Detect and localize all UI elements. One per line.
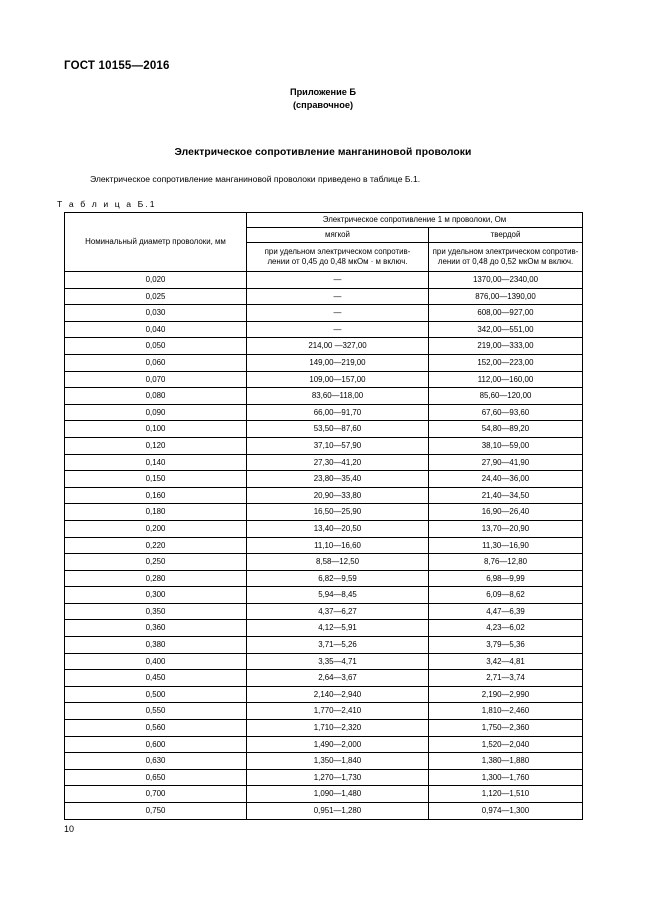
cell-hard: 608,00—927,00	[429, 305, 583, 322]
cell-hard: 2,71—3,74	[429, 670, 583, 687]
cell-diameter: 0,650	[65, 769, 247, 786]
cell-soft: 20,90—33,80	[247, 487, 429, 504]
table-row	[65, 703, 583, 720]
cell-diameter: 0,200	[65, 520, 247, 537]
cell-soft: 2,140—2,940	[247, 686, 429, 703]
cell-soft: 4,12—5,91	[247, 620, 429, 637]
cell-diameter: 0,220	[65, 537, 247, 554]
cell-soft: 11,10—16,60	[247, 537, 429, 554]
cell-hard: 342,00—551,00	[429, 321, 583, 338]
table-row	[65, 720, 583, 737]
table-row	[65, 354, 583, 371]
cell-hard: 3,42—4,81	[429, 653, 583, 670]
table-row	[65, 686, 583, 703]
cell-soft: 16,50—25,90	[247, 504, 429, 521]
cell-soft: 3,35—4,71	[247, 653, 429, 670]
header-condition-hard-line2: лении от 0,48 до 0,52 мкОм м включ.	[437, 257, 574, 266]
table-row	[65, 554, 583, 571]
annex-subtitle: (справочное)	[292, 99, 353, 110]
cell-diameter: 0,630	[65, 753, 247, 770]
cell-diameter: 0,025	[65, 288, 247, 305]
cell-hard: 16,90—26,40	[429, 504, 583, 521]
table-row	[65, 736, 583, 753]
cell-diameter: 0,160	[65, 487, 247, 504]
table-head	[65, 213, 583, 272]
cell-diameter: 0,040	[65, 321, 247, 338]
cell-diameter: 0,080	[65, 388, 247, 405]
standard-number-header: ГОСТ 10155—2016	[64, 60, 170, 72]
cell-hard: 3,79—5,36	[429, 637, 583, 654]
cell-soft: 1,490—2,000	[247, 736, 429, 753]
cell-hard: 1,750—2,360	[429, 720, 583, 737]
cell-hard: 54,80—89,20	[429, 421, 583, 438]
cell-soft: —	[247, 305, 429, 322]
cell-hard: 4,47—6,39	[429, 603, 583, 620]
cell-hard: 21,40—34,50	[429, 487, 583, 504]
table-row	[65, 603, 583, 620]
cell-soft: 1,270—1,730	[247, 769, 429, 786]
cell-diameter: 0,100	[65, 421, 247, 438]
cell-soft: 83,60—118,00	[247, 388, 429, 405]
cell-diameter: 0,030	[65, 305, 247, 322]
page-number: 10	[64, 824, 75, 834]
cell-diameter: 0,400	[65, 653, 247, 670]
cell-hard: 11,30—16,90	[429, 537, 583, 554]
cell-diameter: 0,250	[65, 554, 247, 571]
cell-diameter: 0,550	[65, 703, 247, 720]
table-row	[65, 404, 583, 421]
cell-hard: 219,00—333,00	[429, 338, 583, 355]
annex-heading	[0, 86, 646, 111]
cell-diameter: 0,350	[65, 603, 247, 620]
resistance-table	[64, 212, 583, 820]
table-header-row-1	[65, 213, 583, 228]
cell-soft: 5,94—8,45	[247, 587, 429, 604]
cell-diameter: 0,060	[65, 354, 247, 371]
cell-soft: 1,770—2,410	[247, 703, 429, 720]
table-row	[65, 570, 583, 587]
cell-soft: 27,30—41,20	[247, 454, 429, 471]
table-row	[65, 786, 583, 803]
header-condition-soft	[247, 243, 429, 272]
cell-soft: 1,090—1,480	[247, 786, 429, 803]
cell-hard: 38,10—59,00	[429, 437, 583, 454]
header-diameter: Номинальный диаметр проволоки, мм	[65, 213, 247, 272]
table-caption: Т а б л и ц а Б.1	[57, 199, 157, 209]
table-row	[65, 454, 583, 471]
cell-hard: 0,974—1,300	[429, 803, 583, 820]
cell-soft: 8,58—12,50	[247, 554, 429, 571]
cell-soft: 66,00—91,70	[247, 404, 429, 421]
cell-hard: 152,00—223,00	[429, 354, 583, 371]
cell-diameter: 0,700	[65, 786, 247, 803]
intro-paragraph: Электрическое сопротивление манганиновой проволоки приведено в таблице Б.1.	[90, 174, 421, 184]
table-row	[65, 437, 583, 454]
cell-soft: 1,350—1,840	[247, 753, 429, 770]
cell-soft: 214,00 —327,00	[247, 338, 429, 355]
cell-soft: —	[247, 288, 429, 305]
cell-soft: 149,00—219,00	[247, 354, 429, 371]
table-row	[65, 753, 583, 770]
cell-soft: 1,710—2,320	[247, 720, 429, 737]
cell-soft: 53,50—87,60	[247, 421, 429, 438]
table-body	[65, 272, 583, 820]
cell-diameter: 0,750	[65, 803, 247, 820]
cell-diameter: 0,050	[65, 338, 247, 355]
cell-diameter: 0,150	[65, 471, 247, 488]
table-row	[65, 504, 583, 521]
cell-hard: 24,40—36,00	[429, 471, 583, 488]
cell-soft: 0,951—1,280	[247, 803, 429, 820]
cell-soft: 23,80—35,40	[247, 471, 429, 488]
cell-hard: 6,09—8,62	[429, 587, 583, 604]
cell-diameter: 0,090	[65, 404, 247, 421]
cell-soft: 37,10—57,90	[247, 437, 429, 454]
table-row	[65, 371, 583, 388]
cell-diameter: 0,180	[65, 504, 247, 521]
cell-hard: 112,00—160,00	[429, 371, 583, 388]
table-row	[65, 288, 583, 305]
cell-hard: 67,60—93,60	[429, 404, 583, 421]
cell-hard: 1,380—1,880	[429, 753, 583, 770]
table-row	[65, 520, 583, 537]
cell-hard: 876,00—1390,00	[429, 288, 583, 305]
cell-diameter: 0,380	[65, 637, 247, 654]
header-kind-hard: твердой	[429, 228, 583, 243]
cell-diameter: 0,020	[65, 272, 247, 289]
cell-hard: 8,76—12,80	[429, 554, 583, 571]
cell-diameter: 0,560	[65, 720, 247, 737]
header-condition-hard	[429, 243, 583, 272]
cell-hard: 1370,00—2340,00	[429, 272, 583, 289]
cell-hard: 1,810—2,460	[429, 703, 583, 720]
cell-hard: 1,120—1,510	[429, 786, 583, 803]
table-row	[65, 769, 583, 786]
cell-diameter: 0,280	[65, 570, 247, 587]
cell-diameter: 0,140	[65, 454, 247, 471]
cell-soft: 2,64—3,67	[247, 670, 429, 687]
cell-soft: 109,00—157,00	[247, 371, 429, 388]
table-row	[65, 321, 583, 338]
header-condition-soft-line2: лении от 0,45 до 0,48 мкОм · м включ.	[267, 257, 408, 266]
table-row	[65, 305, 583, 322]
cell-hard: 1,300—1,760	[429, 769, 583, 786]
cell-soft: 3,71—5,26	[247, 637, 429, 654]
cell-diameter: 0,300	[65, 587, 247, 604]
table-row	[65, 388, 583, 405]
table-row	[65, 471, 583, 488]
table-row	[65, 637, 583, 654]
table-row	[65, 537, 583, 554]
header-resistance-group: Электрическое сопротивление 1 м проволоки, Ом	[247, 213, 583, 228]
cell-soft: 4,37—6,27	[247, 603, 429, 620]
cell-soft: —	[247, 321, 429, 338]
header-condition-soft-line1: при удельном электрическом сопротив-	[264, 247, 411, 257]
table-row	[65, 587, 583, 604]
cell-hard: 27,90—41,90	[429, 454, 583, 471]
cell-diameter: 0,120	[65, 437, 247, 454]
annex-title: Приложение Б	[289, 87, 357, 97]
header-condition-hard-line1: при удельном электрическом сопротив-	[432, 247, 579, 257]
cell-soft: 6,82—9,59	[247, 570, 429, 587]
table-row	[65, 670, 583, 687]
cell-hard: 4,23—6,02	[429, 620, 583, 637]
cell-diameter: 0,600	[65, 736, 247, 753]
cell-diameter: 0,360	[65, 620, 247, 637]
table-row	[65, 653, 583, 670]
table-row	[65, 272, 583, 289]
cell-hard: 6,98—9,99	[429, 570, 583, 587]
table-row	[65, 620, 583, 637]
cell-diameter: 0,500	[65, 686, 247, 703]
table-row	[65, 803, 583, 820]
page-title: Электрическое сопротивление манганиновой проволоки	[174, 147, 472, 158]
cell-diameter: 0,070	[65, 371, 247, 388]
table-row	[65, 487, 583, 504]
cell-diameter: 0,450	[65, 670, 247, 687]
cell-hard: 2,190—2,990	[429, 686, 583, 703]
table-row	[65, 338, 583, 355]
cell-hard: 85,60—120,00	[429, 388, 583, 405]
cell-hard: 13,70—20,90	[429, 520, 583, 537]
cell-soft: 13,40—20,50	[247, 520, 429, 537]
table-row	[65, 421, 583, 438]
header-kind-soft: мягкой	[247, 228, 429, 243]
cell-soft: —	[247, 272, 429, 289]
cell-hard: 1,520—2,040	[429, 736, 583, 753]
